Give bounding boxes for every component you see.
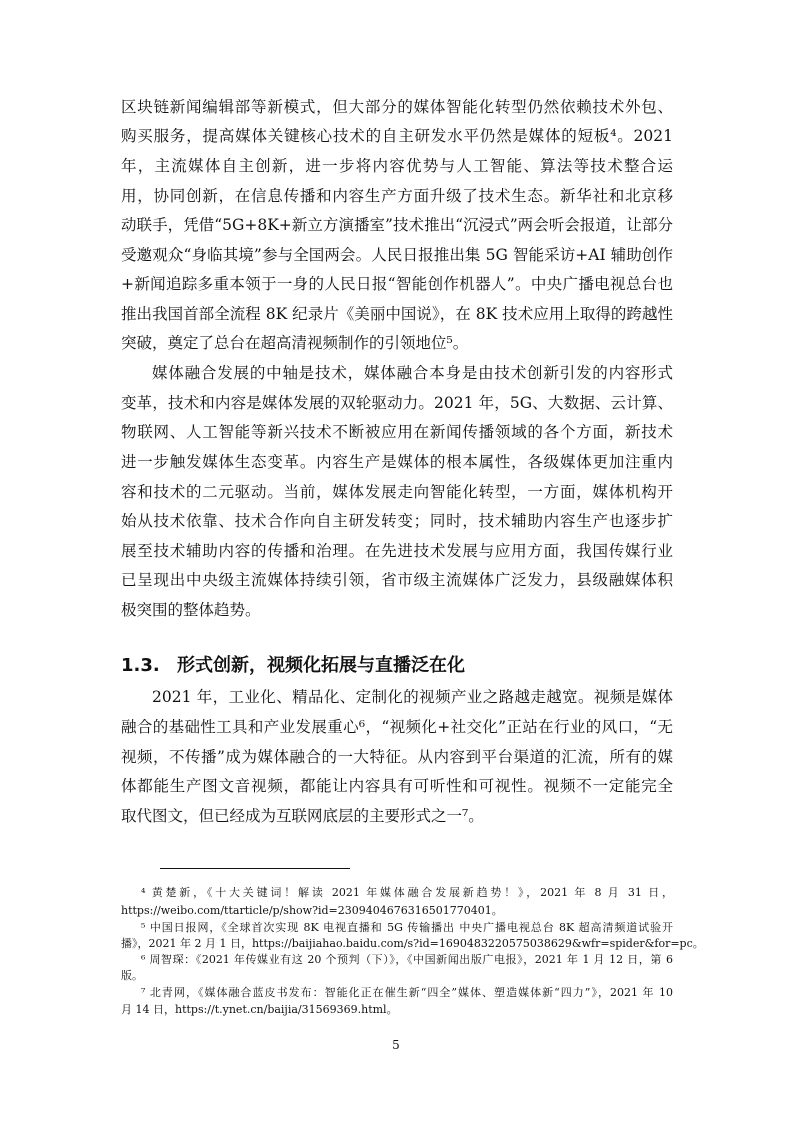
text-line: 购买服务，提高媒体关键核心技术的自主研发水平仍然是媒体的短板⁴。2021: [121, 127, 673, 145]
text-line: 媒体融合发展的中轴是技术，媒体融合本身是由技术创新引发的内容形式: [152, 364, 673, 382]
text-line: 突破，奠定了总台在超高清视频制作的引领地位⁵。: [121, 334, 469, 352]
footnote-line: ⁷ 北青网，《媒体融合蓝皮书发布：智能化正在催生新“四全”媒体、塑造媒体新“四力”》，2021 年 10: [141, 986, 673, 999]
footnote-line: ⁴ 黄楚新，《十大关键词！解读 2021 年媒体融合发展新趋势！》，2021 年 8 月 31 日，: [141, 886, 673, 899]
text-line: 区块链新闻编辑部等新模式，但大部分的媒体智能化转型仍然依赖技术外包、: [121, 98, 673, 116]
text-line: 视频，不传播”成为媒体融合的一大特征。从内容到平台渠道的汇流，所有的媒: [121, 748, 673, 766]
text-line: 变革，技术和内容是媒体发展的双轮驱动力。2021 年，5G、大数据、云计算、: [121, 394, 673, 412]
section-number: 1.3.: [121, 655, 160, 676]
text-line: 受邀观众“身临其境”参与全国两会。人民日报推出集 5G 智能采访+AI 辅助创作: [121, 246, 673, 264]
text-line: 容和技术的二元驱动。当前，媒体发展走向智能化转型，一方面，媒体机构开: [121, 483, 673, 501]
text-line: 极突围的整体趋势。: [121, 601, 261, 619]
text-line: 动联手，凭借“5G+8K+新立方演播室”技术推出“沉浸式”两会听会报道，让部分: [121, 216, 673, 234]
footnote-line: https://weibo.com/ttarticle/p/show?id=2309404676316501770401。: [121, 904, 503, 917]
text-line: 展至技术辅助内容的传播和治理。在先进技术发展与应用方面，我国传媒行业: [121, 542, 673, 560]
footnote-line: ⁶ 周智琛：《2021 年传媒业有这 20 个预判（下）》，《中国新闻出版广电报》，2021 年 1 月 12 日，第 6: [141, 953, 673, 966]
text-line: 2021 年，工业化、精品化、定制化的视频产业之路越走越宽。视频是媒体: [152, 688, 673, 706]
text-line: 融合的基础性工具和产业发展重心⁶，“视频化+社交化”正站在行业的风口，“无: [121, 718, 673, 736]
text-line: 始从技术依靠、技术合作向自主研发转变；同时，技术辅助内容生产也逐步扩: [121, 512, 673, 530]
section-heading: [121, 653, 465, 679]
text-line: 年，主流媒体自主创新，进一步将内容优势与人工智能、算法等技术整合运: [121, 157, 673, 175]
text-line: 用，协同创新，在信息传播和内容生产方面升级了技术生态。新华社和北京移: [121, 187, 673, 205]
page-number: 5: [392, 1038, 400, 1052]
footnote-line: 月 14 日，https://t.ynet.cn/baijia/31569369.html。: [121, 1003, 398, 1016]
footnote-line: 播》，2021 年 2 月 1 日，https://baijiahao.baidu.com/s?id=1690483220575038629&wfr=spider&for=pc。: [121, 937, 704, 950]
text-line: 推出我国首部全流程 8K 纪录片《美丽中国说》，在 8K 技术应用上取得的跨越性: [121, 305, 673, 323]
text-line: 物联网、人工智能等新兴技术不断被应用在新闻传播领域的各个方面，新技术: [121, 423, 673, 441]
text-line: +新闻追踪多重本领于一身的人民日报“智能创作机器人”。中央广播电视总台也: [121, 275, 673, 293]
text-line: 取代图文，但已经成为互联网底层的主要形式之一⁷。: [121, 807, 484, 825]
text-line: 已呈现出中央级主流媒体持续引领，省市级主流媒体广泛发力，县级融媒体积: [121, 571, 673, 589]
footnote-separator: [160, 868, 350, 869]
text-line: 体都能生产图文音视频，都能让内容具有可听性和可视性。视频不一定能完全: [121, 777, 673, 795]
footnote-line: ⁵ 中国日报网，《全球首次实现 8K 电视直播和 5G 传输播出 中央广播电视总台 8K 超高清频道试验开: [141, 921, 673, 934]
footnote-line: 版。: [121, 969, 143, 982]
section-title: 形式创新，视频化拓展与直播泛在化: [177, 655, 465, 676]
text-line: 进一步触发媒体生态变革。内容生产是媒体的根本属性，各级媒体更加注重内: [121, 453, 673, 471]
